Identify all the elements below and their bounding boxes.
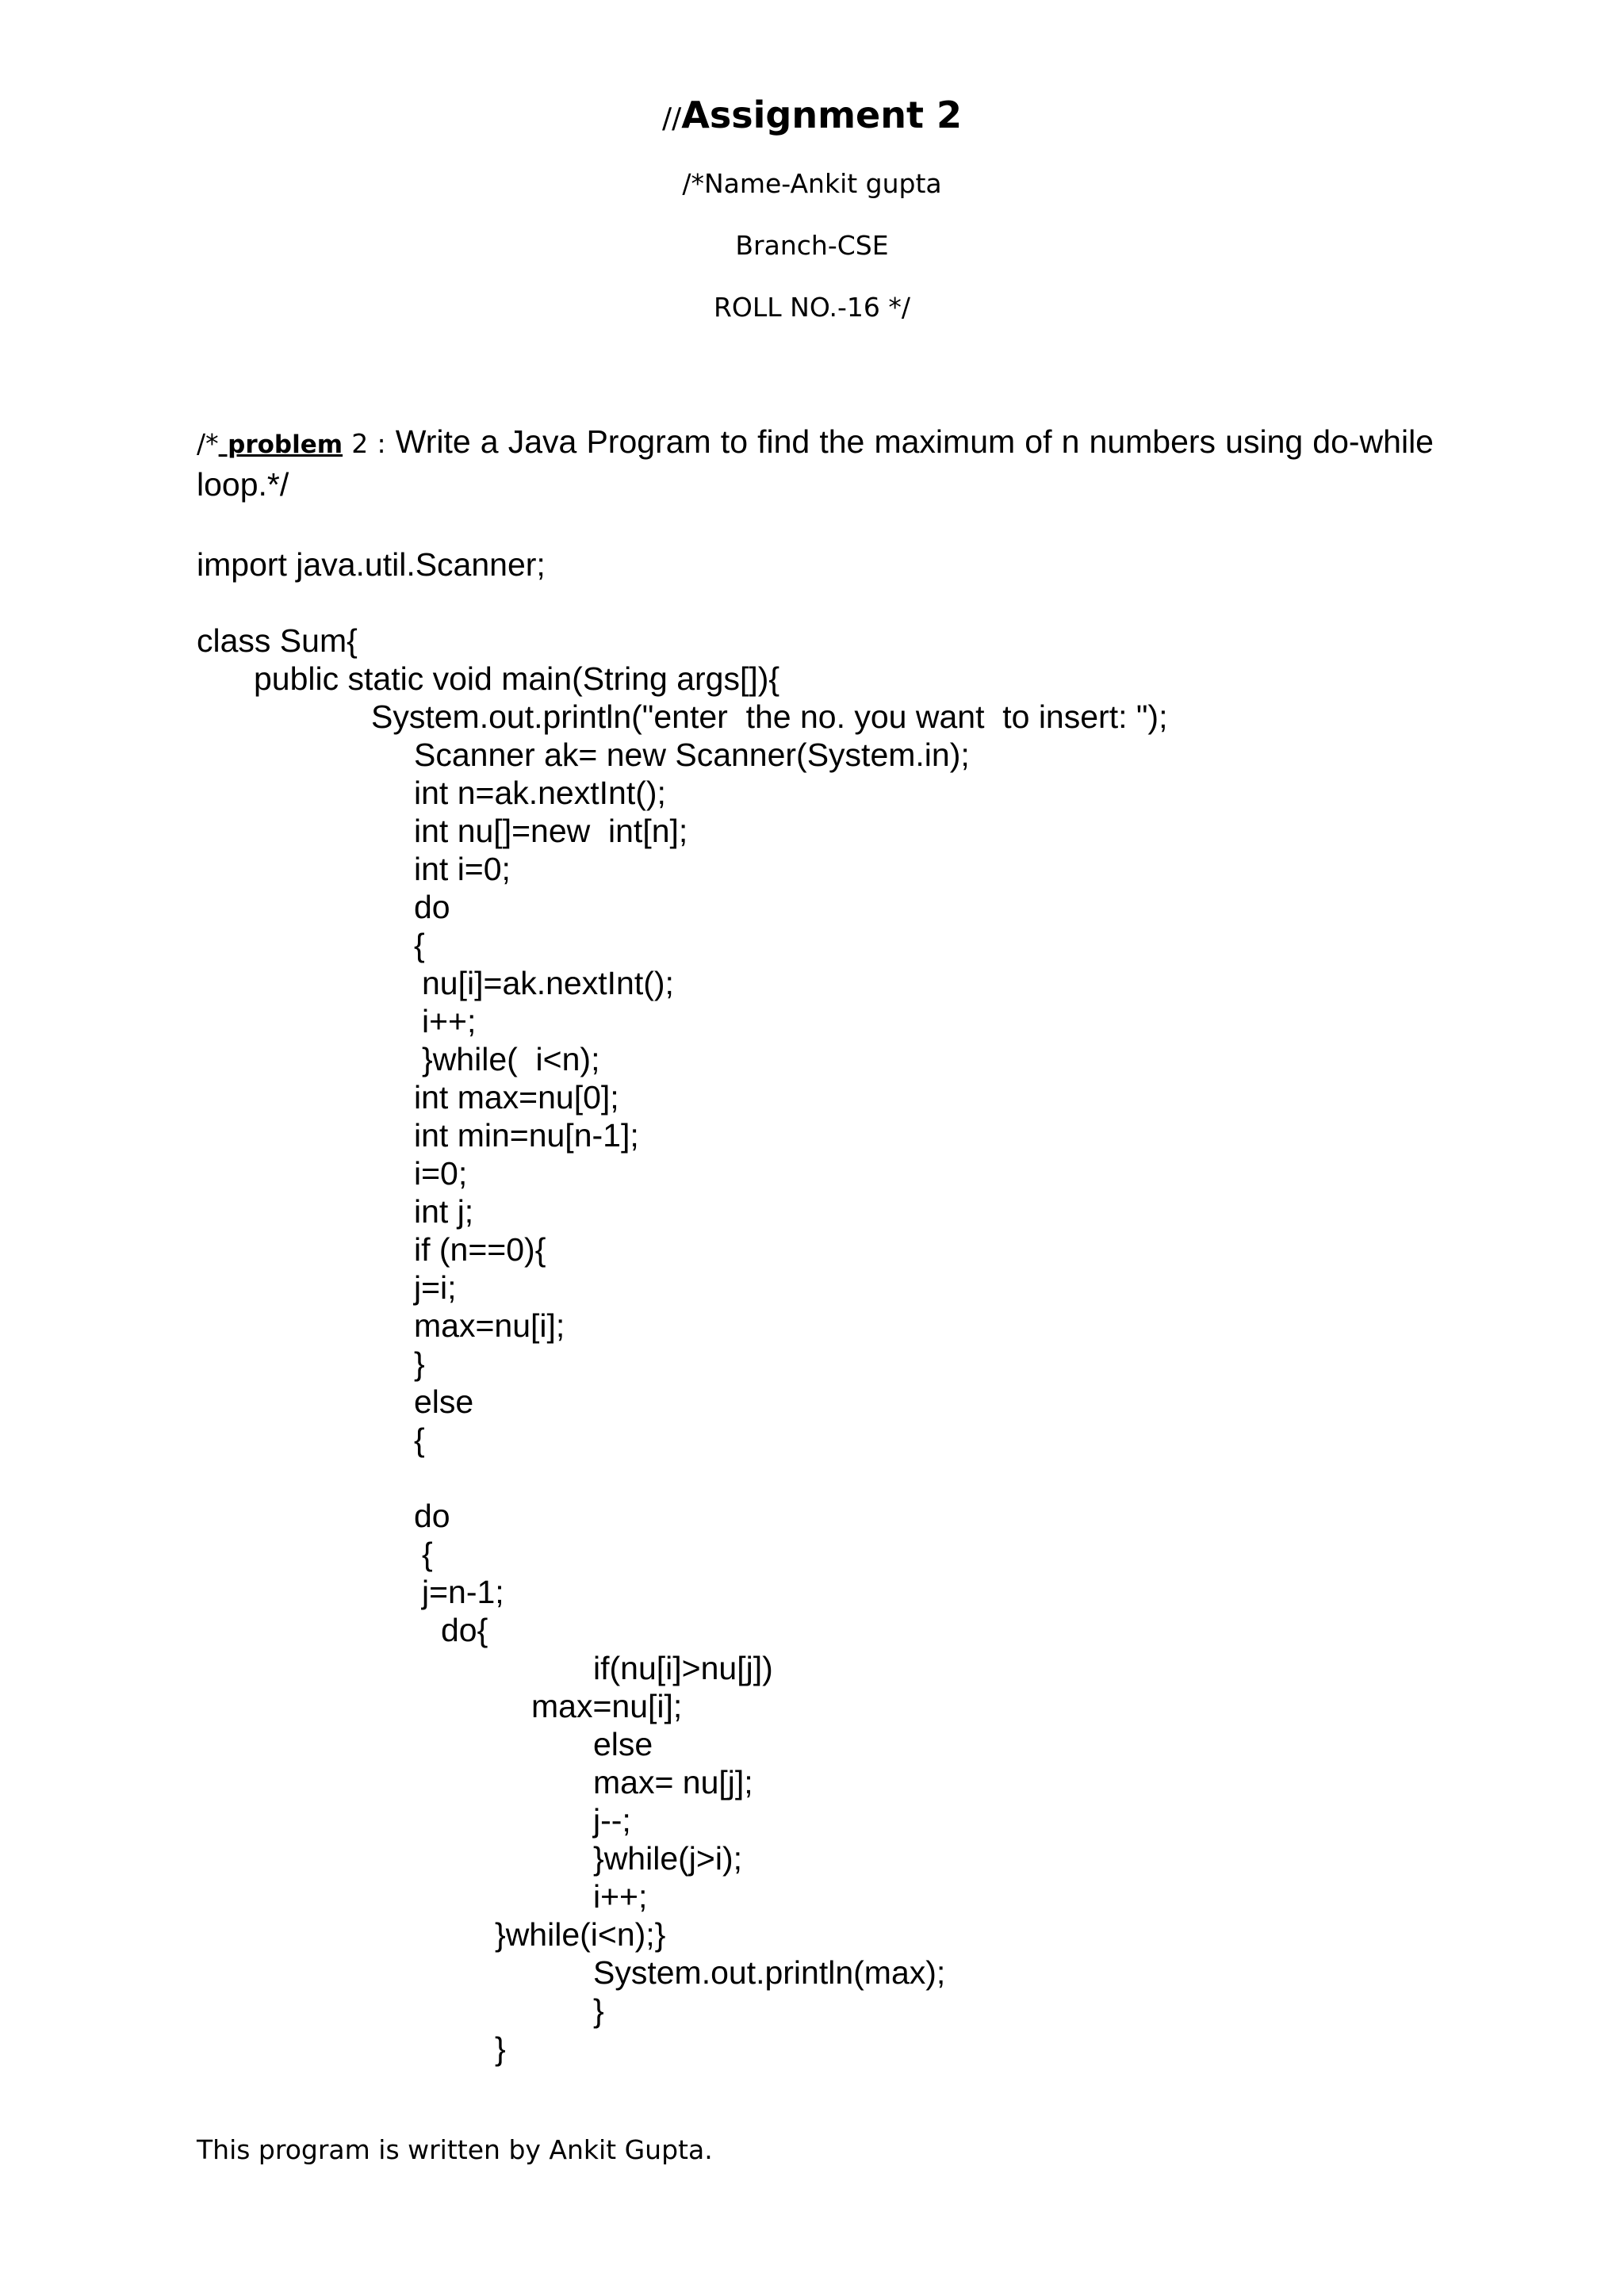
code-line: do [414,889,450,925]
code-line: }while( i<n); [422,1041,600,1077]
code-line: } [593,1992,604,2029]
student-branch: Branch-CSE [735,230,889,261]
code-line: j=n-1; [422,1574,504,1610]
problem-statement [197,422,1434,504]
code-line: do{ [441,1612,488,1648]
code-line: if(nu[i]>nu[j]) [593,1650,773,1686]
code-line: class Sum{ [197,622,358,659]
footer-note: This program is written by Ankit Gupta. [197,2134,713,2165]
code-line: i++; [422,1003,477,1039]
code-line: else [593,1726,653,1762]
code-line: { [422,1536,433,1572]
code-line: { [414,1422,425,1458]
code-line: int nu[]=new int[n]; [414,813,688,849]
code-line: j=i; [414,1269,457,1306]
code-line: int max=nu[0]; [414,1079,619,1115]
student-name: /*Name-Ankit gupta [682,168,942,199]
student-roll-number: ROLL NO.-16 */ [714,292,910,323]
title-text: Assignment 2 [681,94,962,136]
code-line: nu[i]=ak.nextInt(); [422,965,674,1001]
code-line: } [414,1345,425,1382]
code-line: }while(j>i); [593,1840,742,1877]
code-line: int n=ak.nextInt(); [414,775,666,811]
code-line: max=nu[i]; [531,1688,683,1724]
assignment-title [0,94,1624,136]
code-line: System.out.println("enter the no. you want to insert: "); [371,698,1168,735]
problem-text: Write a Java Program to find the maximum of n numbers using do-while loop.*/ [197,423,1434,503]
code-line: }while(i<n);} [495,1916,666,1953]
code-line: public static void main(String args[]){ [254,660,780,697]
code-line: i=0; [414,1155,468,1192]
code-line: { [414,927,425,963]
problem-keyword: problem [218,430,343,459]
problem-comment-prefix: /* [197,428,219,459]
title-comment-prefix: // [662,102,682,135]
code-line: j--; [593,1802,631,1839]
code-line: else [414,1383,474,1420]
code-line: i++; [593,1878,648,1915]
problem-number: 2 : [343,428,386,459]
code-line: do [414,1498,450,1534]
code-line: import java.util.Scanner; [197,546,546,583]
code-line: max= nu[j]; [593,1764,753,1800]
code-line: int i=0; [414,851,511,887]
code-line: max=nu[i]; [414,1307,565,1344]
code-line: int min=nu[n-1]; [414,1117,639,1154]
code-line: int j; [414,1193,474,1230]
code-line: System.out.println(max); [593,1954,946,1991]
code-line: } [495,2030,506,2067]
code-line: if (n==0){ [414,1231,546,1268]
code-line: Scanner ak= new Scanner(System.in); [414,737,970,773]
